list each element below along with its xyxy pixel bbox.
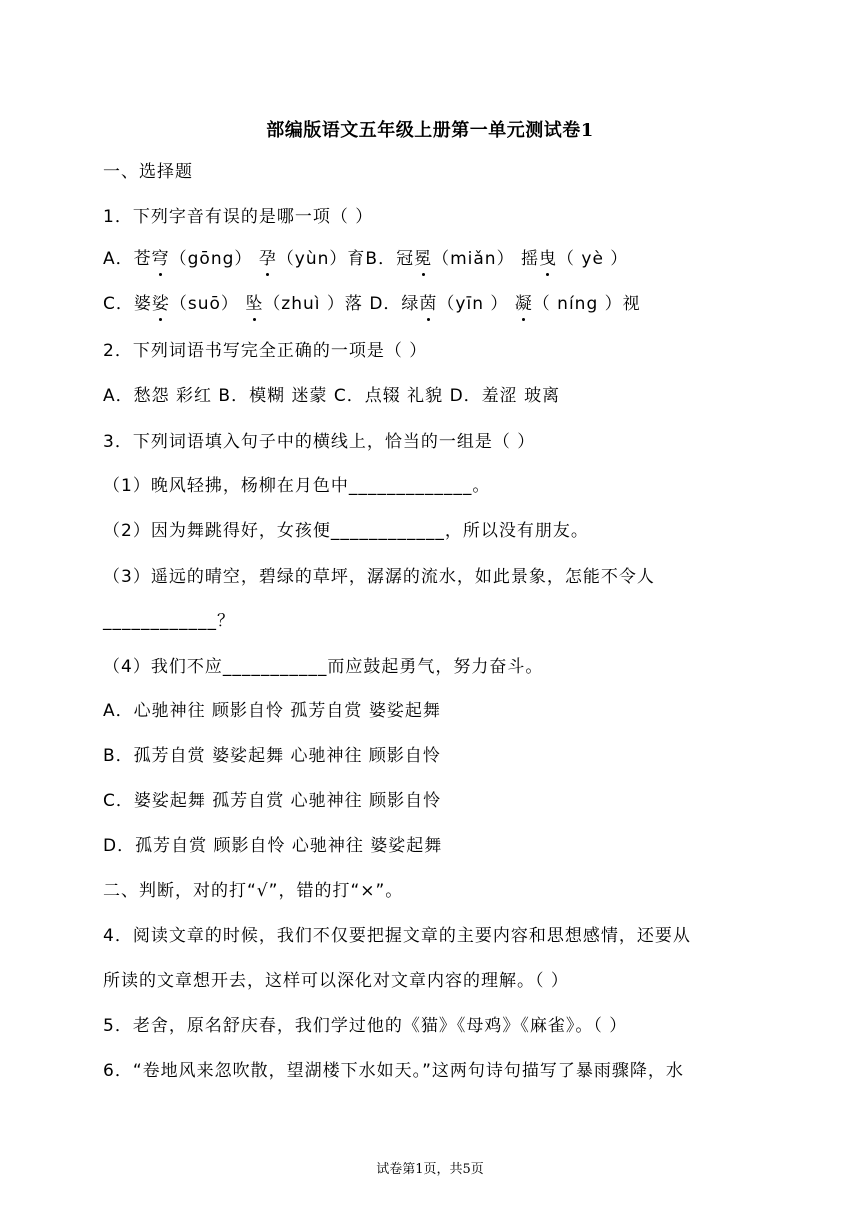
q1-options-cd [103,292,763,316]
q4-line-2: 所读的文章想开去，这样可以深化对文章内容的理解。（ ） [103,971,569,991]
q3-sentence-3-blank: ____________？ [103,611,235,631]
q2-stem: 2．下列词语书写完全正确的一项是（ ） [103,341,428,361]
q3-sentence-2: （2）因为舞跳得好，女孩便____________，所以没有朋友。 [103,521,589,541]
q1-text: A．苍 [103,249,152,269]
emphasis-char: 凝 [514,294,533,314]
q1-text: C．婆 [103,294,152,314]
emphasis-char: 曳 [538,249,557,269]
q3-stem: 3．下列词语填入句子中的横线上，恰当的一组是（ ） [103,432,536,452]
section-heading-choice: 一、选择题 [103,162,193,182]
q1-text: （yīn ） [437,294,515,314]
page-footer: 试卷第1页，共5页 [376,1162,484,1177]
q1-text: （ níng ）视 [532,294,641,314]
q1-text: （gōng） [169,249,259,269]
q3-sentence-3: （3）遥远的晴空，碧绿的草坪，潺潺的流水，如此景象，怎能不令人 [103,567,655,587]
emphasis-char: 冕 [414,249,433,269]
q3-sentence-1: （1）晚风轻拂，杨柳在月色中_____________。 [103,476,491,496]
emphasis-char: 孕 [258,249,277,269]
q1-text: （yùn）育B．冠 [276,249,415,269]
q1-stem: 1．下列字音有误的是哪一项（ ） [103,207,374,227]
q3-option-b: B．孤芳自赏 婆娑起舞 心驰神往 顾影自怜 [103,746,441,766]
emphasis-char: 茵 [419,294,438,314]
section-heading-judge: 二、判断，对的打“√”，错的打“×”。 [103,881,404,901]
q3-option-d: D．孤芳自赏 顾影自怜 心驰神往 婆娑起舞 [103,836,443,856]
q1-text: （zhuì ）落 D．绿 [263,294,420,314]
q5-line-1: 5．老舍，原名舒庆春，我们学过他的《猫》《母鸡》《麻雀》。（ ） [103,1016,628,1036]
q1-text: （miǎn） 摇 [432,249,539,269]
q1-text: （ yè ） [556,249,629,269]
q3-option-c: C．婆娑起舞 孤芳自赏 心驰神往 顾影自怜 [103,791,442,811]
emphasis-char: 坠 [245,294,264,314]
emphasis-char: 娑 [151,294,170,314]
page-title: 部编版语文五年级上册第一单元测试卷1 [266,120,594,141]
q6-line-1: 6．“卷地风来忽吹散，望湖楼下水如天。”这两句诗句描写了暴雨骤降，水 [103,1061,684,1081]
q2-options: A．愁怨 彩红 B．模糊 迷蒙 C．点辍 礼貌 D．羞涩 玻离 [103,386,561,406]
q3-option-a: A．心驰神往 顾影自怜 孤芳自赏 婆娑起舞 [103,701,441,721]
q1-text: （suō） [169,294,246,314]
q1-options-ab [103,247,763,271]
q4-line-1: 4．阅读文章的时候，我们不仅要把握文章的主要内容和思想感情，还要从 [103,926,691,946]
q3-sentence-4: （4）我们不应___________而应鼓起勇气，努力奋斗。 [103,657,544,677]
emphasis-char: 穹 [151,249,170,269]
